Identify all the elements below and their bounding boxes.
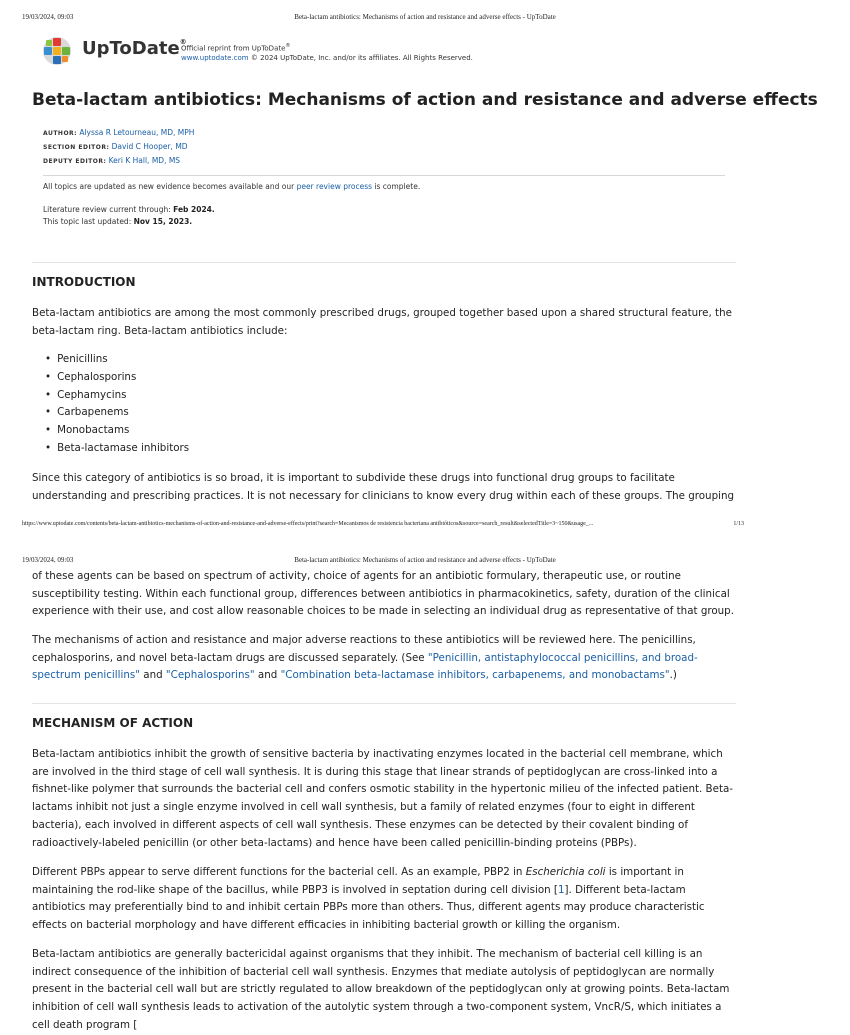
intro-paragraph-4: The mechanisms of action and resistance and major adverse reactions to these antibiotics will be reviewed here. The penicillins, cephalosporins, and novel beta-lactam drugs are discussed separately. (See "Penicillin, antistaphylococcal penicillins, and broad-spectrum penicillins" and "Cephalosporins" and "Combination beta-lactamase inhibitors, carbapenems, and monobactams".)	[32, 634, 698, 682]
section-editor-link[interactable]: David C Hooper, MD	[111, 142, 188, 151]
print-footer	[0, 521, 768, 531]
list-item: • Cephalosporins	[45, 369, 189, 387]
last-updated-date: This topic last updated: Nov 15, 2023.	[43, 217, 193, 226]
intro-paragraph-2: Since this category of antibiotics is so broad, it is important to subdivide these drugs into functional drug groups to facilitate understanding and prescribing practices. It is not necessary for clinicians to know every drug within each of these groups. The grouping	[32, 472, 735, 502]
reprint-notice: Official reprint from UpToDate® www.uptodate.com © 2024 UpToDate, Inc. and/or its affiliates. All Rights Reserved.	[181, 43, 473, 63]
print-date: 19/03/2024, 09:03	[22, 556, 74, 564]
print-title: Beta-lactam antibiotics: Mechanisms of action and resistance and adverse effects - UpToDate	[294, 556, 556, 564]
print-title: Beta-lactam antibiotics: Mechanisms of action and resistance and adverse effects - UpToDate	[294, 13, 556, 21]
list-item: • Penicillins	[45, 351, 189, 369]
print-url: https://www.uptodate.com/contents/beta-lactam-antibiotics-mechanisms-of-action-and-resistance-and-adverse-effects/print?search=Mecanismos de resistencia bacteriana antibióticos&source=search_result&selectedTitle=3~150&usage_...	[22, 521, 594, 527]
author-link[interactable]: Alyssa R Letourneau, MD, MPH	[79, 128, 195, 137]
print-header	[0, 13, 768, 25]
mechanism-paragraph-1: Beta-lactam antibiotics inhibit the growth of sensitive bacteria by inactivating enzymes located in the bacterial cell membrane, which are involved in the third stage of cell wall synthesis. It is during this stage that linear strands of peptidoglycan are cross-linked into a fishnet-like polymer that surrounds the bacterial cell and confers osmotic stability in the hypertonic milieu of the infected patient. Beta-lactams inhibit not just a single enzyme involved in cell wall synthesis, but a family of related enzymes (four to eight in different bacteria), each involved in different aspects of cell wall synthesis. These enzymes can be detected by their covalent binding of radioactively-labeled penicillin (or other beta-lactams) and hence have been called penicillin-binding proteins (PBPs).	[32, 748, 734, 849]
deputy-editor-link[interactable]: Keri K Hall, MD, MS	[108, 156, 181, 165]
divider	[43, 175, 725, 176]
article-title: Beta-lactam antibiotics: Mechanisms of action and resistance and adverse effects	[32, 90, 818, 110]
update-notice: All topics are updated as new evidence becomes available and our peer review process is complete.	[43, 182, 421, 191]
penicillin-topic-link[interactable]: "Penicillin, antistaphylococcal penicillins, and broad-spectrum penicillins"	[32, 651, 698, 682]
cephalosporins-topic-link[interactable]: "Cephalosporins"	[165, 669, 255, 682]
combination-topic-link[interactable]: "Combination beta-lactamase inhibitors, carbapenems, and monobactams"	[280, 669, 670, 682]
list-item: • Cephamycins	[45, 387, 189, 405]
print-page-2	[0, 552, 768, 1031]
uptodate-logo-icon	[42, 36, 72, 66]
intro-paragraph-1: Beta-lactam antibiotics are among the most commonly prescribed drugs, grouped together based upon a shared structural feature, the beta-lactam ring. Beta-lactam antibiotics include:	[32, 307, 732, 337]
beta-lactam-list	[45, 351, 189, 458]
author-block: AUTHOR: Alyssa R Letourneau, MD, MPH SECTION EDITOR: David C Hooper, MD DEPUTY EDITOR: Keri K Hall, MD, MS	[43, 128, 195, 165]
brand-name: UpToDate®	[82, 38, 187, 59]
list-item: • Monobactams	[45, 422, 189, 440]
mechanism-paragraph-3: Beta-lactam antibiotics are generally bactericidal against organisms that they inhibit. The mechanism of bacterial cell killing is an indirect consequence of the inhibition of bacterial cell wall synthesis. Enzymes that mediate autolysis of peptidoglycan are normally present in the bacterial cell wall but are strictly regulated to allow breakdown of the peptidoglycan only at growing points. Beta-lactam inhibition of cell wall synthesis leads to activation of the autolytic system through a two-component system, VncR/S, which initiates a cell death program [	[32, 948, 730, 1031]
divider	[32, 262, 736, 263]
print-date: 19/03/2024, 09:03	[22, 13, 74, 21]
divider	[32, 703, 736, 704]
mechanism-paragraph-2: Different PBPs appear to serve different functions for the bacterial cell. As an example, PBP2 in Escherichia coli is important in maintaining the rod-like shape of the bacillus, while PBP3 is involved in septation during cell division [1]. Different beta-lactam antibiotics may preferentially bind to and inhibit certain PBPs more than others. Thus, different agents may produce characteristic effects on bacterial morphology and have different efficacies in inhibiting bacterial growth or killing the organism.	[32, 866, 705, 932]
list-item: • Beta-lactamase inhibitors	[45, 440, 189, 458]
list-item: • Carbapenems	[45, 404, 189, 422]
literature-review-date: Literature review current through: Feb 2024.	[43, 205, 215, 214]
section-heading-mechanism: MECHANISM OF ACTION	[32, 716, 194, 730]
section-heading-introduction: INTRODUCTION	[32, 275, 136, 289]
intro-paragraph-3: of these agents can be based on spectrum of activity, choice of agents for an antibiotic formulary, therapeutic use, or routine susceptibility testing. Within each functional group, differences between antibiotics in pharmacokinetics, safety, duration of the clinical experience with their use, and cost allow reasonable choices to be made in selecting an individual drug as representative of that group.	[32, 570, 734, 618]
page-number: 1/13	[733, 521, 744, 527]
peer-review-link[interactable]: peer review process	[296, 182, 373, 191]
uptodate-link[interactable]: www.uptodate.com	[181, 54, 249, 63]
print-header	[0, 556, 768, 568]
reference-link[interactable]: 1	[557, 883, 565, 896]
